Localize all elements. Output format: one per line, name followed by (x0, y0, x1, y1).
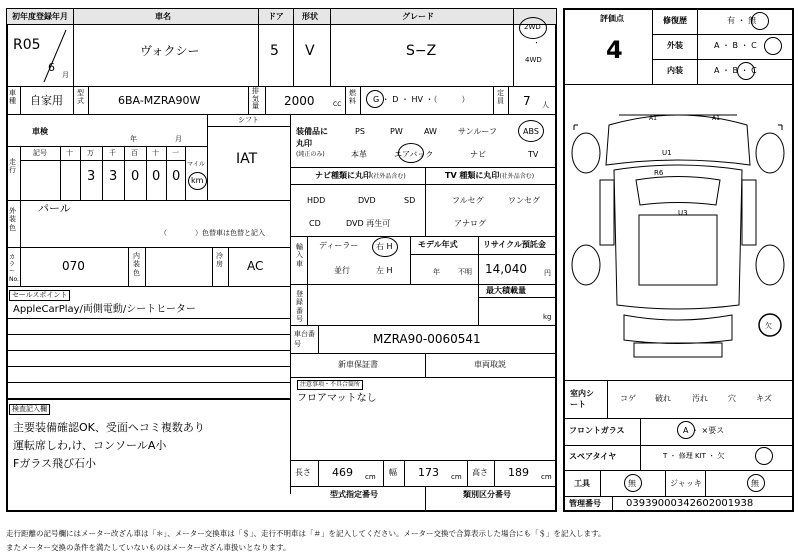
car-name-value: ヴォクシー (140, 44, 200, 58)
navi-hdd: HDD (307, 196, 326, 205)
drive-4wd: 4WD (525, 56, 542, 64)
equip-tv: TV (528, 150, 539, 159)
mark-u1: U1 (662, 149, 672, 157)
inspection-month: 月 (175, 135, 182, 143)
ac-label: 冷房 (216, 252, 223, 269)
checker-line-3: Fガラス飛び石小 (13, 457, 96, 470)
model-value: 6BA-MZRA90W (118, 94, 201, 107)
equip-leather: 本革 (351, 150, 367, 159)
seat-hole: 穴 (728, 394, 736, 403)
tools-none-circle (624, 474, 642, 492)
shape-header: 形状 (302, 12, 318, 21)
inspection-label: 車検 (32, 127, 48, 136)
notes-label: 注意事項・不具合箇所 (297, 380, 363, 390)
mileage-col-one: 一 (172, 149, 179, 157)
mgmt-value: 03939000342602001938 (626, 498, 754, 509)
drive-dot: ・ (533, 39, 540, 47)
displacement-label: 排気量 (252, 87, 259, 111)
capacity-unit: 人 (542, 101, 549, 109)
navi-title (315, 172, 406, 180)
length-label: 長さ (295, 468, 311, 477)
tv-fullseg: フルセグ (452, 196, 484, 205)
shift-label: シフト (238, 116, 259, 124)
warranty-manual: 車両取説 (474, 360, 506, 369)
equip-pw: PW (390, 127, 403, 136)
displacement-value: 2000 (284, 94, 315, 108)
width-unit: cm (451, 473, 462, 481)
color-code-label: カラーNo. (9, 254, 19, 283)
first-reg-header: 初年度登録年月 (12, 12, 68, 21)
jack-value: 無 (751, 479, 759, 488)
fuel-label: 燃料 (349, 89, 356, 106)
equip-abs: ABS (523, 127, 539, 136)
model-label: 型式 (77, 89, 84, 106)
checker-line-2: 運転席しわ,け、コンソールA小 (13, 439, 167, 452)
interior-b-circle (737, 62, 755, 80)
height-unit: cm (541, 473, 552, 481)
height-label: 高さ (472, 468, 488, 477)
use-value: 自家用 (30, 94, 63, 107)
tools-value: 無 (628, 479, 636, 488)
sales-value: AppleCarPlay/両側電動/シートヒーター (13, 304, 196, 315)
chassis-label: 車台番号 (294, 330, 315, 348)
length-unit: cm (365, 473, 376, 481)
exterior-c-circle (764, 37, 782, 55)
shift-value: IAT (236, 151, 258, 167)
exterior-color-value: パール (38, 202, 71, 215)
navi-sd: SD (404, 196, 416, 205)
mileage-col-thousand: 千 (109, 149, 116, 157)
repair-none-circle (751, 12, 769, 30)
mgmt-label: 管理番号 (569, 499, 601, 508)
import-dealer: ディーラー (319, 241, 359, 250)
tools-label: 工具 (574, 479, 590, 488)
navi-title-sub: (社外品含む) (371, 173, 406, 180)
tv-title (445, 172, 534, 180)
equip-navi: ナビ (470, 150, 486, 159)
equip-sunroof: サンルーフ (458, 127, 497, 136)
mileage-digit: 0 (172, 169, 181, 184)
mark-a1-left: A1 (649, 115, 657, 122)
glass-label: フロントガラス (569, 426, 625, 435)
shape-value: V (305, 43, 315, 59)
mileage-col-sign: 記号 (33, 149, 47, 157)
height-value: 189 (508, 466, 529, 479)
mark-missing: 欠 (765, 322, 772, 330)
import-parallel: 並行 (334, 266, 350, 275)
interior-color-label: 内装色 (133, 252, 140, 277)
mileage-digit: 0 (131, 169, 140, 184)
car-damage-diagram (564, 85, 793, 377)
tv-oneseg: ワンセグ (508, 196, 540, 205)
import-label: 輸入車 (296, 243, 303, 268)
glass-value: A ・ ×要ス (683, 426, 725, 435)
repair-label: 修復歴 (663, 16, 687, 25)
width-label: 幅 (389, 468, 397, 477)
reg-month-unit: 月 (62, 71, 69, 79)
door-value: 5 (270, 43, 279, 59)
model-year-year: 年 (433, 268, 440, 276)
chassis-value: MZRA90-0060541 (373, 332, 481, 346)
footer-note-2: またメーター交換の条件を満たしていないものはメーター改ざん車扱いとなります。 (6, 543, 291, 552)
interior-label: 内装 (667, 66, 683, 75)
recycle-unit: 円 (544, 269, 551, 277)
mark-a1-right: A1 (712, 115, 720, 122)
mileage-col-tenthousand: 万 (87, 149, 94, 157)
reg-era: R05 (13, 37, 41, 53)
seat-tear: 破れ (655, 394, 671, 403)
use-label: 車種 (9, 89, 16, 106)
interior-value: A ・ B ・ C (714, 66, 757, 75)
tv-analog: アナログ (454, 219, 486, 228)
equip-ps: PS (355, 127, 365, 136)
model-year-unknown: 不明 (458, 268, 472, 276)
recycle-label: リサイクル預託金 (483, 240, 546, 249)
mileage-km: km (191, 176, 204, 185)
sales-label: セールスポイント (9, 290, 70, 301)
reg-number-label: 登録番号 (296, 290, 303, 324)
repair-value: 有 ・ 無 (727, 16, 757, 25)
mileage-digit: 0 (152, 169, 161, 184)
seat-scratch: キズ (756, 394, 772, 403)
type-spec-label: 型式指定番号 (330, 490, 378, 499)
score-label: 評価点 (600, 14, 624, 23)
mileage-col-hundred: 百 (131, 149, 138, 157)
equip-aw: AW (424, 127, 437, 136)
capacity-label: 定員 (497, 89, 504, 106)
notes-value: フロアマットなし (297, 393, 377, 404)
navi-title-text: ナビ種類に丸印 (315, 171, 371, 180)
warranty-new: 新車保証書 (338, 360, 378, 369)
fuel-g-circle (366, 90, 384, 108)
glass-a-circle (677, 421, 695, 439)
max-load-label: 最大積載量 (486, 286, 526, 295)
navi-cd: CD (309, 219, 321, 228)
tv-title-sub: (社外品含む) (499, 173, 535, 180)
exterior-value: A ・ B ・ C (714, 41, 757, 50)
main-sheet (6, 8, 557, 512)
recycle-value: 14,040 (485, 262, 527, 276)
navi-dvd-play: DVD 再生可 (346, 219, 391, 228)
footer-note-1: 走行距離の記号欄にはメーター改ざん車は「＊」、メーター交換車は「＄」、走行不明車は「＃」を記入してください。メーター交換で合算表示した場合にも「＄」を記入します。 (6, 529, 606, 538)
mileage-mile: マイル (187, 161, 205, 168)
drive-2wd: 2WD (524, 23, 541, 31)
spare-missing-circle (755, 447, 773, 465)
grade-value: S−Z (406, 43, 437, 59)
equipment-label: 装備品に丸印 (296, 127, 328, 148)
mileage-digit: 3 (109, 169, 118, 184)
jack-label: ジャッキ (670, 479, 702, 488)
seat-stain: 汚れ (692, 394, 708, 403)
mileage-digit: 3 (87, 169, 96, 184)
score-value: 4 (606, 36, 623, 64)
width-value: 173 (418, 466, 439, 479)
mileage-col-ten: 十 (152, 149, 159, 157)
door-header: ドア (268, 12, 284, 21)
model-year-label: モデル年式 (418, 240, 458, 249)
displacement-unit: CC (333, 101, 342, 108)
exterior-color-label: 外装色 (9, 207, 16, 232)
grade-header: グレード (402, 12, 434, 21)
navi-dvd: DVD (358, 196, 376, 205)
capacity-value: 7 (523, 94, 531, 108)
color-change-note: （ ）色替車は色替と記入 (160, 229, 265, 237)
seat-label: 室内シート (570, 389, 594, 410)
reg-month: 6 (48, 61, 55, 74)
handle-right: 右 H (376, 242, 393, 251)
car-name-header: 車名 (155, 12, 171, 21)
inspection-year: 年 (130, 135, 137, 143)
mileage-label: 走行 (9, 158, 16, 175)
spare-value: T ・ 修理 KIT ・ 欠 (663, 452, 725, 460)
handle-left: 左 H (376, 266, 393, 275)
mark-r6: R6 (654, 169, 664, 177)
spare-label: スペアタイヤ (569, 452, 617, 461)
mark-u3: U3 (678, 209, 688, 217)
seat-burn: コゲ (620, 394, 636, 403)
checker-label: 検査記入欄 (9, 404, 50, 415)
jack-none-circle (747, 474, 765, 492)
checker-line-1: 主要装備確認OK、受面ヘコミ複数あり (13, 421, 205, 434)
fuel-value: G ・ D ・ HV ・（ ） (373, 95, 470, 104)
color-code-value: 070 (62, 259, 85, 273)
length-value: 469 (332, 466, 353, 479)
exterior-label: 外装 (667, 41, 683, 50)
max-load-unit: kg (543, 313, 552, 321)
equip-airbag: エアバック (394, 150, 434, 159)
category-label: 類別区分番号 (463, 490, 511, 499)
tv-title-text: TV 種類に丸印 (445, 171, 500, 180)
mileage-col-hundredthousand: 十 (66, 149, 73, 157)
equipment-sub: (純正のみ) (296, 151, 325, 158)
ac-value: AC (247, 259, 264, 273)
